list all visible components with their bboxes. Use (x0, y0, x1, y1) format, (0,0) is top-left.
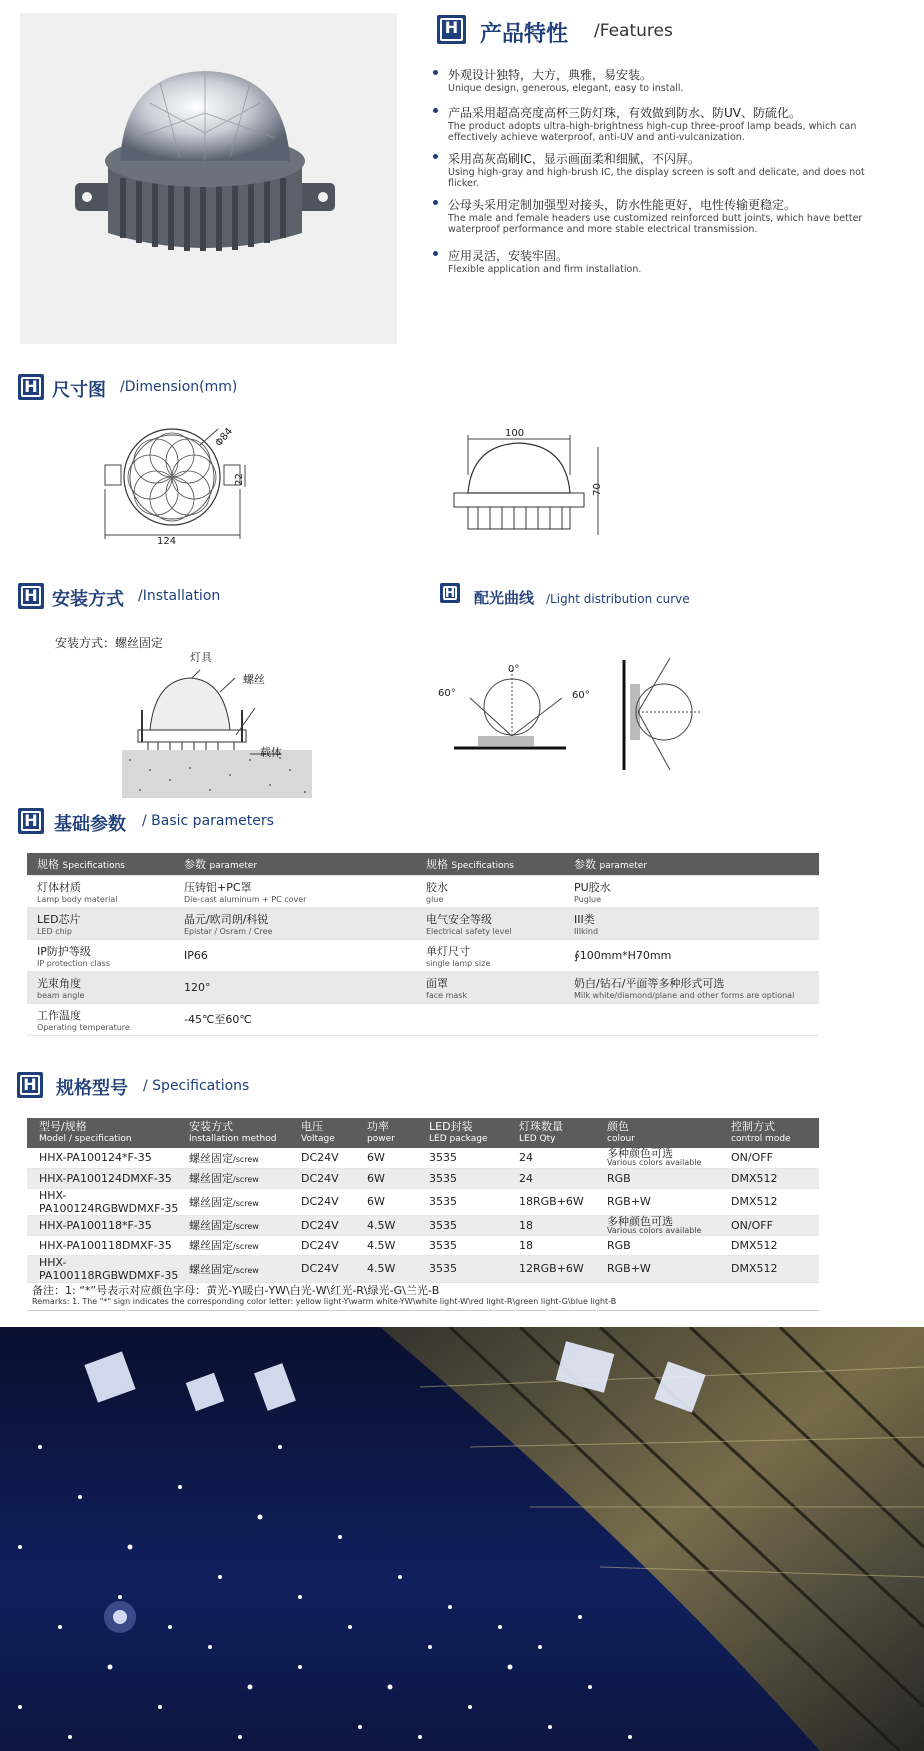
installation-method: 安装方式：螺丝固定 (55, 636, 164, 650)
feature-item: 外观设计独特，大方，典雅，易安装。 Unique design, generous, elegant, easy to install. (448, 66, 898, 94)
features-subtitle: /Features (594, 21, 673, 41)
basic-params-table (27, 853, 819, 1036)
specs-table (27, 1118, 819, 1283)
table-row: 工作温度 Operating temperature -45℃至60℃ (27, 1003, 819, 1035)
application-photo (0, 1327, 924, 1751)
specs-logo-icon: H (17, 1072, 43, 1098)
table-row: 光束角度 beam angle 120° 面罩 face mask 奶白/钻石/平面等多种形式可选 Milk white/diamond/plane and other forms are optional (27, 971, 819, 1003)
light-angle-60-left-label: 60° (438, 688, 456, 699)
install-screw-label: 螺丝 (243, 673, 265, 686)
dim-width-100-label: 100 (505, 428, 525, 439)
table-header-row: 规格 Specifications 参数 parameter 规格 Specifications 参数 parameter (27, 853, 819, 875)
install-lamp-label: 灯具 (190, 651, 212, 664)
dimension-side-view (450, 435, 610, 545)
table-row: HHX-PA100124*F-35 螺丝固定/screw DC24V 6W 3535 24 多种颜色可选 Various colors available ON/OFF (27, 1148, 819, 1168)
table-row: HHX-PA100118*F-35 螺丝固定/screw DC24V 4.5W 3535 18 多种颜色可选 Various colors available ON/OFF (27, 1215, 819, 1235)
dimension-top-view (100, 425, 260, 555)
lamp-illustration (20, 13, 397, 344)
table-header-row: 型号/规格 Model / specification 安装方式 Installation method 电压 Voltage 功率 power LED封装 LED package 灯珠数量 LED Qty 颜色 colour 控制方式 control mode (27, 1118, 819, 1148)
light-curve-diagram (438, 640, 718, 800)
feature-item: 采用高灰高刷IC，显示画面柔和细腻，不闪屏。 Using high-gray and high-brush IC, the display screen is soft and delicate, and does not flicker. (448, 150, 898, 189)
table-row: HHX-PA100124RGBWDMXF-35 螺丝固定/screw DC24V 6W 3535 18RGB+6W RGB+W DMX512 (27, 1188, 819, 1215)
light-angle-60-right-label: 60° (572, 690, 590, 701)
bullet-dot-icon (433, 108, 438, 113)
dimension-logo-icon: H (18, 374, 44, 400)
installation-title: 安装方式 (52, 589, 124, 610)
features-title: 产品特性 (480, 22, 569, 47)
dim-diameter-label: Φ84 (213, 426, 236, 449)
table-row: HHX-PA100118RGBWDMXF-35 螺丝固定/screw DC24V 4.5W 3535 12RGB+6W RGB+W DMX512 (27, 1255, 819, 1282)
features-logo-icon: H (437, 15, 466, 44)
light-angle-0-label: 0° (508, 664, 520, 675)
specs-note-cn: 备注：1: “*”号表示对应颜色字母：黄光-Y\暖白-YW\白光-W\红光-R\绿光-G\兰光-B (32, 1284, 440, 1297)
basic-subtitle: / Basic parameters (142, 813, 274, 829)
table-row: IP防护等级 IP protection class IP66 单灯尺寸 single lamp size ∮100mm*H70mm (27, 939, 819, 971)
specs-subtitle: / Specifications (143, 1078, 250, 1094)
install-carrier-label: 载体 (260, 746, 282, 759)
bullet-dot-icon (433, 251, 438, 256)
table-row: HHX-PA100124DMXF-35 螺丝固定/screw DC24V 6W 3535 24 RGB DMX512 (27, 1168, 819, 1188)
feature-item: 产品采用超高亮度高杯三防灯珠，有效做到防水、防UV、防硫化。 The product adopts ultra-high-brightness high-cup three-proof lamp beads, which can effectively achieve waterproof, anti-UV and anti-vulcanization. (448, 104, 898, 143)
installation-subtitle: /Installation (138, 588, 221, 604)
specs-title: 规格型号 (56, 1078, 128, 1099)
dimension-title: 尺寸图 (52, 380, 106, 401)
night-building-illustration (0, 1327, 924, 1751)
bullet-dot-icon (433, 200, 438, 205)
specs-note-en: Remarks: 1. The "*" sign indicates the corresponding color letter: yellow light-Y\warm white-YW\white light-W\red light-R\green light-G\blue light-B (32, 1297, 617, 1306)
feature-item: 公母头采用定制加强型对接头，防水性能更好，电性传输更稳定。 The male and female headers use customized reinforced butt joints, which have better waterproof performance and more stable electrical transmission. (448, 196, 898, 235)
dimension-subtitle: /Dimension(mm) (120, 379, 238, 395)
product-photo (20, 13, 397, 344)
table-row: HHX-PA100118DMXF-35 螺丝固定/screw DC24V 4.5W 3535 18 RGB DMX512 (27, 1235, 819, 1255)
dim-height-70-label: 70 (591, 483, 603, 496)
feature-item: 应用灵活，安装牢固。 Flexible application and firm installation. (448, 247, 898, 275)
basic-title: 基础参数 (54, 814, 126, 835)
table-row: 灯体材质 Lamp body material 压铸铝+PC罩 Die-cast aluminum + PC cover 胶水 glue PU胶水 Puglue (27, 875, 819, 907)
dim-width-124-label: 124 (157, 536, 177, 547)
divider (27, 1310, 819, 1311)
basic-logo-icon: H (18, 808, 44, 834)
light-logo-icon: H (440, 583, 460, 603)
dim-height-22-label: 22 (233, 473, 245, 486)
installation-logo-icon: H (18, 583, 44, 609)
bullet-dot-icon (433, 154, 438, 159)
table-row: LED芯片 LED chip 晶元/欧司朗/科锐 Epistar / Osram / Cree 电气安全等级 Electrical safety level III类 IIIkind (27, 907, 819, 939)
bullet-dot-icon (433, 70, 438, 75)
light-subtitle: /Light distribution curve (546, 592, 690, 606)
light-title: 配光曲线 (474, 589, 535, 607)
installation-diagram (120, 650, 320, 800)
